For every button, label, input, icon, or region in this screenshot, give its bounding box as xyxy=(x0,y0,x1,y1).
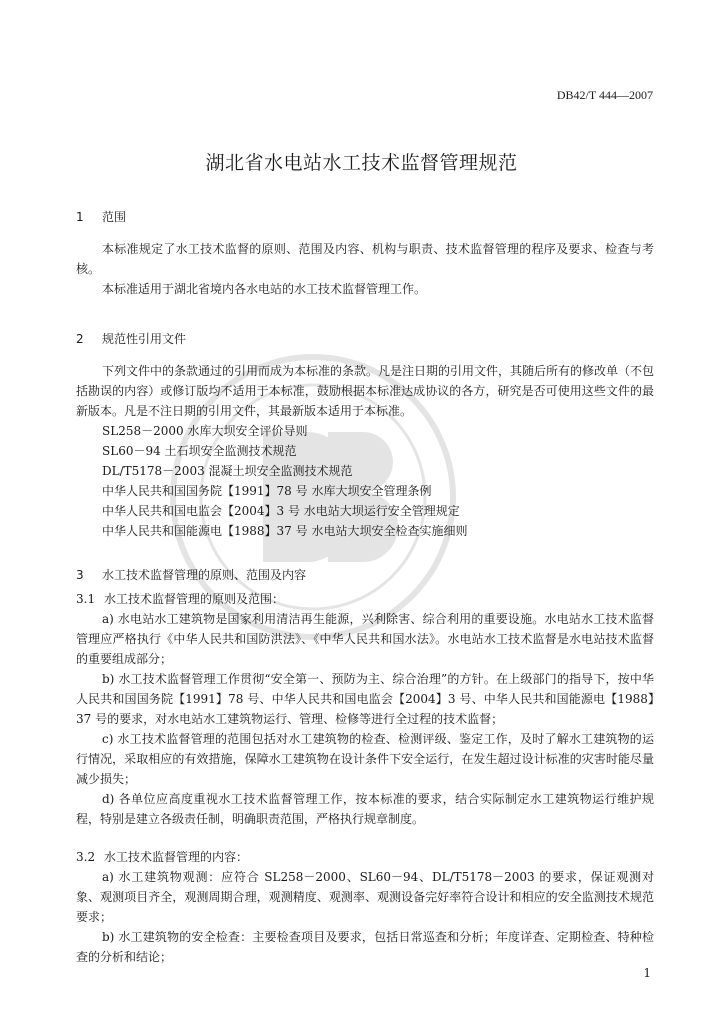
subsection-item: b) 水工技术监督管理工作贯彻“安全第一、预防为主、综合治理”的方针。在上级部门的指导下，按中华人民共和国国务院【1991】78 号、中华人民共和国电监会【2004】3 号、中华人民共和国能源电【1988】37 号的要求，对水电站水工建筑物运行、管理、检修等进行全过程的技术监督； xyxy=(76,672,654,726)
subsection-item: a) 水工建筑物观测：应符合 SL258－2000、SL60－94、DL/T5178－2003 的要求，保证观测对象、观测项目齐全，观测周期合理，观测精度、观测率、观测设备完好率符合设计和相应的安全监测技术规范要求； xyxy=(76,870,654,924)
section-1-heading: 1 范围 xyxy=(76,210,127,224)
section-2-heading: 2 规范性引用文件 xyxy=(76,332,187,346)
reference-item: 中华人民共和国电监会【2004】3 号 水电站大坝运行安全管理规定 xyxy=(102,504,460,518)
document-body xyxy=(76,205,654,967)
subsection-3-1-heading: 3.1 水工技术监督管理的原则及范围： xyxy=(76,592,285,606)
subsection-item: d) 各单位应高度重视水工技术监督管理工作，按本标准的要求，结合实际制定水工建筑物运行维护规程，特别是建立各级责任制，明确职责范围，严格执行规章制度。 xyxy=(76,792,654,826)
document-title: 湖北省水电站水工技术监督管理规范 xyxy=(205,152,518,174)
page-number: 1 xyxy=(643,966,651,980)
section-3-heading: 3 水工技术监督管理的原则、范围及内容 xyxy=(76,568,307,582)
subsection-item: b) 水工建筑物的安全检查：主要检查项目及要求，包括日常巡查和分析；年度详查、定期检查、特种检查的分析和结论； xyxy=(76,930,654,964)
reference-item: DL/T5178－2003 混凝土坝安全监测技术规范 xyxy=(102,464,353,478)
subsection-item: a) 水电站水工建筑物是国家利用清洁再生能源，兴利除害、综合利用的重要设施。水电站水工技术监督管理应严格执行《中华人民共和国防洪法》、《中华人民共和国水法》。水电站水工技术监督是水电站技术监督的重要组成部分； xyxy=(76,612,654,666)
section-1-paragraph: 本标准适用于湖北省境内各水电站的水工技术监督管理工作。 xyxy=(102,282,427,296)
reference-item: SL258－2000 水库大坝安全评价导则 xyxy=(102,424,308,438)
section-1-paragraph: 本标准规定了水工技术监督的原则、范围及内容、机构与职责、技术监督管理的程序及要求、检查与考核。 xyxy=(76,242,654,276)
standard-number: DB42/T 444—2007 xyxy=(556,88,653,102)
subsection-3-2-heading: 3.2 水工技术监督管理的内容： xyxy=(76,850,249,864)
reference-item: 中华人民共和国能源电【1988】37 号 水电站大坝安全检查实施细则 xyxy=(102,524,468,538)
reference-item: SL60－94 土石坝安全监测技术规范 xyxy=(102,444,297,458)
section-2-intro: 下列文件中的条款通过的引用而成为本标准的条款。凡是注日期的引用文件，其随后所有的修改单（不包括勘误的内容）或修订版均不适用于本标准，鼓励根据本标准达成协议的各方，研究是否可使用这些文件的最新版本。凡是不注日期的引用文件，其最新版本适用于本标准。 xyxy=(76,364,655,418)
reference-item: 中华人民共和国国务院【1991】78 号 水库大坝安全管理条例 xyxy=(102,484,432,498)
subsection-item: c) 水工技术监督管理的范围包括对水工建筑物的检查、检测评级、鉴定工作，及时了解水工建筑物的运行情况，采取相应的有效措施，保障水工建筑物在设计条件下安全运行，在发生超过设计标准的灾害时能尽量减少损失； xyxy=(76,732,654,786)
